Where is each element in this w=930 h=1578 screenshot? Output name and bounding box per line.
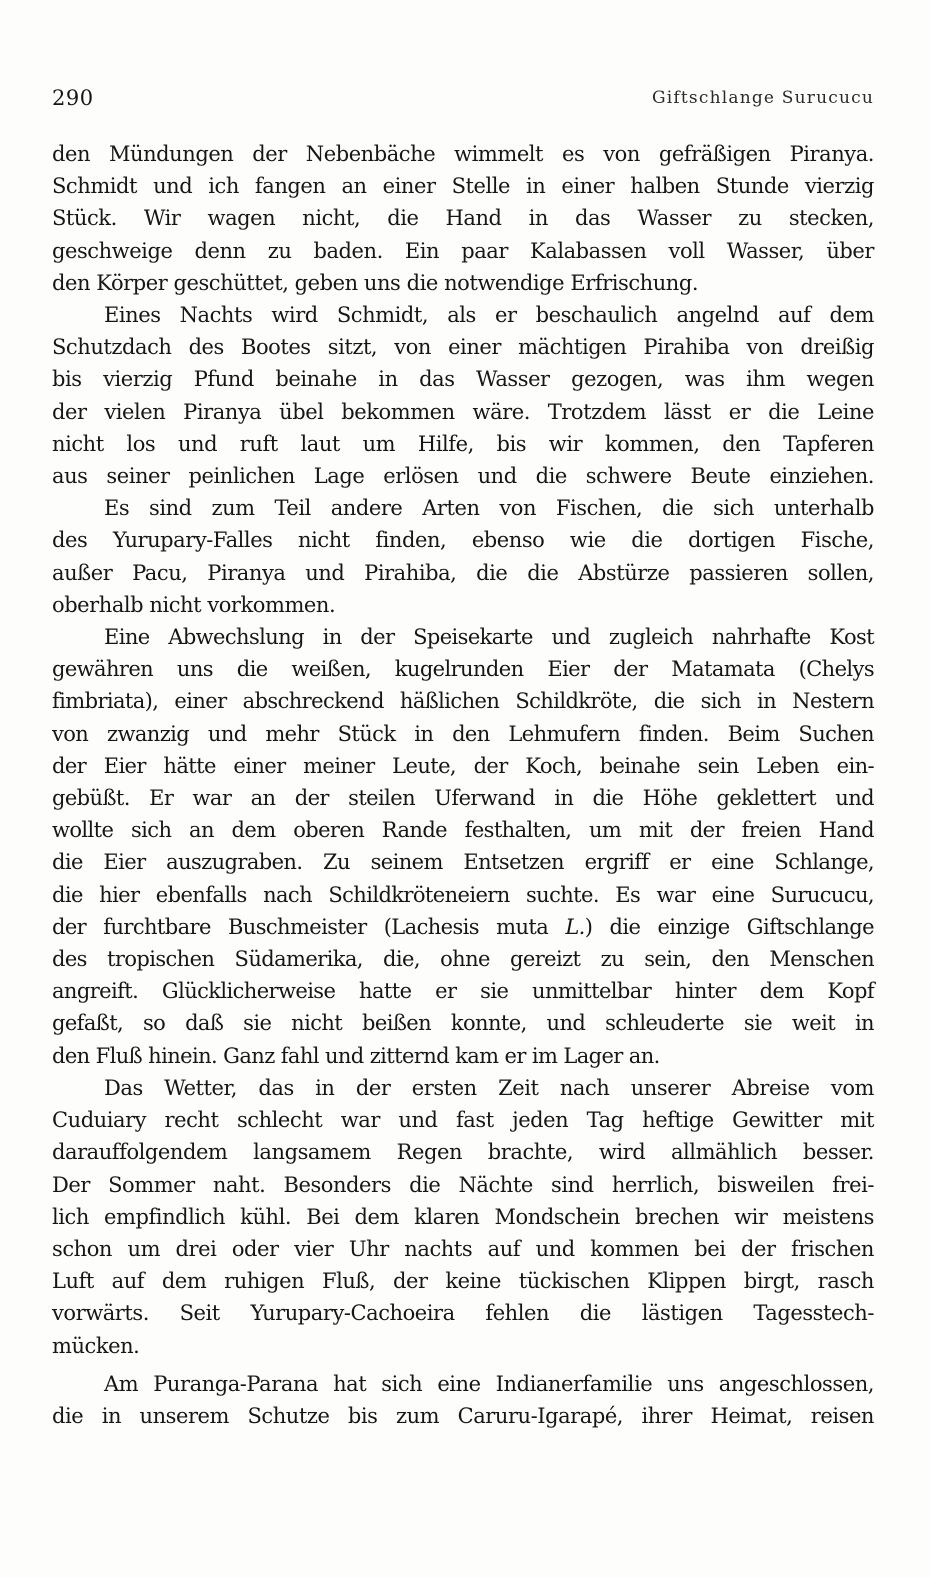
text-line: angreift. Glücklicherweise hatte er sie unmittelbar hinter dem Kopf <box>52 979 874 1004</box>
text-line: die in unserem Schutze bis zum Caruru-Igarapé, ihrer Heimat, reisen <box>52 1403 874 1428</box>
text-line: der Eier hätte einer meiner Leute, der Koch, beinahe sein Leben ein- <box>52 753 874 778</box>
text-line: Schmidt und ich fangen an einer Stelle in einer halben Stunde vierzig <box>52 174 874 199</box>
text-line: Cuduiary recht schlecht war und fast jeden Tag heftige Gewitter mit <box>52 1108 874 1133</box>
text-line: darauffolgendem langsamem Regen brachte, wird allmählich besser. <box>52 1140 874 1165</box>
text-line: den Mündungen der Nebenbäche wimmelt es von gefräßigen Piranya. <box>52 142 874 166</box>
text-line: der vielen Piranya übel bekommen wäre. Trotzdem lässt er die Leine <box>52 399 874 424</box>
text-line: nicht los und ruft laut um Hilfe, bis wir kommen, den Tapferen <box>52 431 874 456</box>
body-text <box>52 138 874 1432</box>
text-line: gefaßt, so daß sie nicht beißen konnte, und schleuderte sie weit in <box>52 1011 874 1036</box>
paragraph-schmidt-pirahiba <box>52 299 874 492</box>
text-line: schon um drei oder vier Uhr nachts auf und kommen bei der frischen <box>52 1236 874 1261</box>
text-line: Es sind zum Teil andere Arten von Fischen, die sich unterhalb <box>104 496 874 521</box>
text-line: den Fluß hinein. Ganz fahl und zitternd kam er im Lager an. <box>52 1043 660 1068</box>
text-line: den Körper geschüttet, geben uns die notwendige Erfrischung. <box>52 270 699 295</box>
text-line: Der Sommer naht. Besonders die Nächte sind herrlich, bisweilen frei- <box>52 1172 874 1197</box>
text-line: Luft auf dem ruhigen Fluß, der keine tückischen Klippen birgt, rasch <box>52 1269 874 1294</box>
text-line: bis vierzig Pfund beinahe in das Wasser gezogen, was ihm wegen <box>52 367 874 392</box>
paragraph-weather <box>52 1072 874 1362</box>
page-number: 290 <box>52 86 94 110</box>
text-line: Eines Nachts wird Schmidt, als er beschaulich angelnd auf dem <box>104 303 874 328</box>
text-line: Am Puranga-Parana hat sich eine Indianerfamilie uns angeschlossen, <box>104 1371 874 1396</box>
text-line: außer Pacu, Piranya und Pirahiba, die die Abstürze passieren sollen, <box>52 560 874 585</box>
text-line: Eine Abwechslung in der Speisekarte und zugleich nahrhafte Kost <box>104 625 874 650</box>
text-segment: der furchtbare Buschmeister (Lachesis muta <box>52 914 566 939</box>
text-line: von zwanzig und mehr Stück in den Lehmufern finden. Beim Suchen <box>52 721 874 746</box>
text-line: des tropischen Südamerika, die, ohne gereizt zu sein, den Menschen <box>52 947 874 972</box>
text-line: aus seiner peinlichen Lage erlösen und die schwere Beute einziehen. <box>52 464 874 489</box>
text-line: die Eier auszugraben. Zu seinem Entsetzen ergriff er eine Schlange, <box>52 850 874 875</box>
text-line: Stück. Wir wagen nicht, die Hand in das Wasser zu stecken, <box>52 206 874 231</box>
text-line: fimbriata), einer abschreckend häßlichen Schildkröte, die sich in Nestern <box>52 689 874 714</box>
text-line-with-italic <box>52 911 874 943</box>
text-line: die hier ebenfalls nach Schildkröteneiern suchte. Es war eine Surucucu, <box>52 882 874 907</box>
paragraph-surucucu <box>52 621 874 1072</box>
text-line: lich empfindlich kühl. Bei dem klaren Mondschein brechen wir meistens <box>52 1204 874 1229</box>
text-line: vorwärts. Seit Yurupary-Cachoeira fehlen die lästigen Tagesstech- <box>52 1301 874 1326</box>
text-line: gebüßt. Er war an der steilen Uferwand in die Höhe geklettert und <box>52 786 874 811</box>
text-line: Schutzdach des Bootes sitzt, von einer mächtigen Pirahiba von dreißig <box>52 335 874 360</box>
text-line: geschweige denn zu baden. Ein paar Kalabassen voll Wasser, über <box>52 238 874 263</box>
text-line: oberhalb nicht vorkommen. <box>52 592 336 617</box>
text-line: Das Wetter, das in der ersten Zeit nach unserer Abreise vom <box>104 1075 874 1100</box>
paragraph-fish-continuation <box>52 138 874 299</box>
running-head <box>52 86 874 116</box>
text-line: mücken. <box>52 1333 140 1358</box>
text-line: wollte sich an dem oberen Rande festhalten, um mit der freien Hand <box>52 818 874 843</box>
italic-author-abbreviation: L. <box>565 914 585 939</box>
running-title: Giftschlange Surucucu <box>651 88 874 108</box>
text-line: gewähren uns die weißen, kugelrunden Eier der Matamata (Chelys <box>52 657 874 682</box>
paragraph-fish-species <box>52 492 874 621</box>
paragraph-indian-family <box>52 1368 874 1432</box>
text-line: des Yurupary-Falles nicht finden, ebenso wie die dortigen Fische, <box>52 528 874 553</box>
text-segment: ) die einzige Giftschlange <box>584 914 874 939</box>
